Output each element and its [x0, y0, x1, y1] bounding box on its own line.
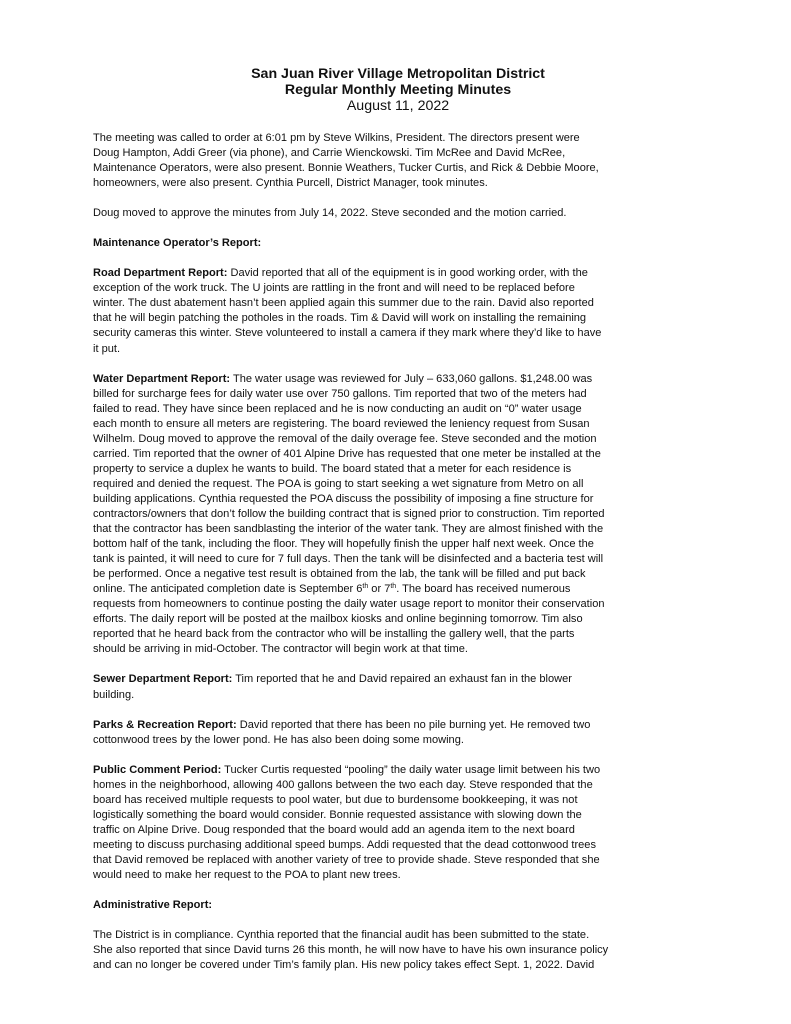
text-line: would need to make her request to the POA to plant new trees.: [93, 868, 401, 881]
text-line: Doug moved to approve the minutes from July 14, 2022. Steve seconded and the motion carried.: [93, 207, 567, 220]
district-title: San Juan River Village Metropolitan District: [251, 66, 545, 82]
text-line: [93, 372, 703, 387]
administrative-heading: Administrative Report:: [93, 899, 213, 912]
text-line: meeting to discuss purchasing additional speed bumps. Addi requested that the dead cottonwood trees: [93, 838, 596, 851]
text-line: logistically something the board would consider. Bonnie requested assistance with slowing down the: [93, 808, 582, 821]
text-line: board has received multiple requests to pool water, but due to burdensome bookkeeping, it was not: [93, 793, 578, 806]
text-line: The District is in compliance. Cynthia reported that the financial audit has been submitted to the state.: [93, 929, 590, 942]
sewer-first-text: Tim reported that he and David repaired an exhaust fan in the blower: [232, 673, 572, 686]
text-line: that David removed be replaced with another variety of tree to provide shade. Steve responded that she: [93, 853, 600, 866]
text-line: Maintenance Operators, were also present. Bonnie Weathers, Tucker Curtis, and Rick & Debbie Moore,: [93, 162, 599, 175]
text-line: exception of the work truck. The U joints are rattling in the front and will need to be replaced before: [93, 282, 575, 295]
text-line: [93, 672, 703, 687]
text-line: tank is painted, it will need to cure for 7 full days. Then the tank will be disinfected and a bacteria test will: [93, 553, 604, 566]
text-line: [93, 718, 703, 733]
completion-text-b: or 7: [368, 583, 391, 596]
water-label: Water Department Report:: [93, 372, 231, 385]
maintenance-heading: Maintenance Operator’s Report:: [93, 237, 262, 250]
ordinal-superscript: th: [362, 583, 369, 591]
text-line: each month to ensure all meters are registering. The board reviewed the leniency request from Susan: [93, 417, 590, 430]
text-line: that he will begin patching the potholes in the roads. Tim & David will work on installing the remaining: [93, 312, 587, 325]
text-line: Doug Hampton, Addi Greer (via phone), and Carrie Wienckowski. Tim McRee and David McRee,: [93, 147, 566, 160]
road-label: Road Department Report:: [93, 267, 228, 280]
text-line: failed to read. They have since been replaced and he is now conducting an audit on “0” water usage: [93, 402, 582, 415]
parks-label: Parks & Recreation Report:: [93, 718, 237, 731]
public-comment-label: Public Comment Period:: [93, 763, 222, 776]
public-comment-section: [93, 763, 703, 883]
text-line: should be arriving in mid-October. The contractor will begin work at that time.: [93, 643, 468, 656]
text-line: and can no longer be covered under Tim’s family plan. His new policy takes effect Sept. 1, 2022. David: [93, 959, 595, 972]
completion-text-c: . The board has received numerous: [396, 583, 571, 596]
sewer-department-section: [93, 672, 703, 702]
public-first-text: Tucker Curtis requested “pooling” the daily water usage limit between his two: [221, 763, 601, 776]
text-line: security cameras this winter. Steve volunteered to install a camera if they mark where they’d like to have: [93, 327, 602, 340]
road-first-text: David reported that all of the equipment is in good working order, with the: [227, 267, 588, 280]
text-line: it put.: [93, 342, 121, 355]
text-line: [93, 582, 703, 597]
meeting-title: Regular Monthly Meeting Minutes: [284, 82, 512, 98]
text-line: required and denied the request. The POA is going to start seeking a wet signature from Metro on all: [93, 477, 584, 490]
text-line: traffic on Alpine Drive. Doug responded that the board would add an agenda item to the next board: [93, 823, 575, 836]
document-header: [93, 66, 703, 114]
road-department-section: [93, 266, 703, 356]
text-line: cottonwood trees by the lower pond. He has also been doing some mowing.: [93, 733, 464, 746]
parks-first-text: David reported that there has been no pile burning yet. He removed two: [236, 718, 591, 731]
text-line: Wilhelm. Doug moved to approve the removal of the daily overage fee. Steve seconded and the motion: [93, 432, 597, 445]
text-line: winter. The dust abatement hasn’t been applied again this summer due to the rain. David also reported: [93, 297, 594, 310]
text-line: property to service a duplex he wants to build. The board stated that a meter for each residence is: [93, 462, 572, 475]
text-line: building applications. Cynthia requested the POA discuss the possibility of imposing a fine structure for: [93, 492, 594, 505]
completion-text-a: online. The anticipated completion date is September 6: [93, 583, 363, 596]
text-line: efforts. The daily report will be posted at the mailbox kiosks and online beginning tomorrow. Tim also: [93, 613, 583, 626]
text-line: contractors/owners that don’t follow the building contract that is signed prior to construction. Tim reported: [93, 507, 605, 520]
text-line: building.: [93, 688, 135, 701]
water-first-text: The water usage was reviewed for July – 633,060 gallons. $1,248.00 was: [230, 372, 593, 385]
text-line: that the contractor has been sandblasting the interior of the water tank. They are almost finished with the: [93, 523, 604, 536]
ordinal-superscript: th: [390, 583, 397, 591]
text-line: be performed. Once a negative test result is obtained from the lab, the tank will be filled and put back: [93, 568, 586, 581]
meeting-date: August 11, 2022: [346, 98, 450, 114]
text-line: homeowners, were also present. Cynthia Purcell, District Manager, took minutes.: [93, 177, 488, 190]
text-line: billed for surcharge fees for daily water use over 750 gallons. Tim reported that two of the meters had: [93, 387, 587, 400]
text-line: requests from homeowners to continue posting the daily water usage report to monitor their conservation: [93, 598, 605, 611]
approval-paragraph: [93, 206, 703, 221]
text-line: The meeting was called to order at 6:01 pm by Steve Wilkins, President. The directors present were: [93, 132, 580, 144]
text-line: [93, 763, 703, 778]
intro-paragraph: [93, 131, 703, 191]
text-line: She also reported that since David turns 26 this month, he will now have to have his own insurance policy: [93, 944, 609, 957]
administrative-section: [93, 928, 703, 973]
parks-recreation-section: [93, 718, 703, 748]
text-line: homes in the neighborhood, allowing 400 gallons between the two each day. Steve responded that the: [93, 778, 593, 791]
text-line: carried. Tim reported that the owner of 401 Alpine Drive has requested that one meter be installed at the: [93, 447, 601, 460]
text-line: reported that he heard back from the contractor who will be installing the gallery well, that the parts: [93, 628, 575, 641]
water-department-section: [93, 372, 703, 658]
sewer-label: Sewer Department Report:: [93, 673, 233, 686]
text-line: [93, 266, 703, 281]
text-line: bottom half of the tank, including the floor. They will hopefully finish the upper half next week. Once the: [93, 538, 594, 551]
minutes-page: [93, 66, 703, 973]
